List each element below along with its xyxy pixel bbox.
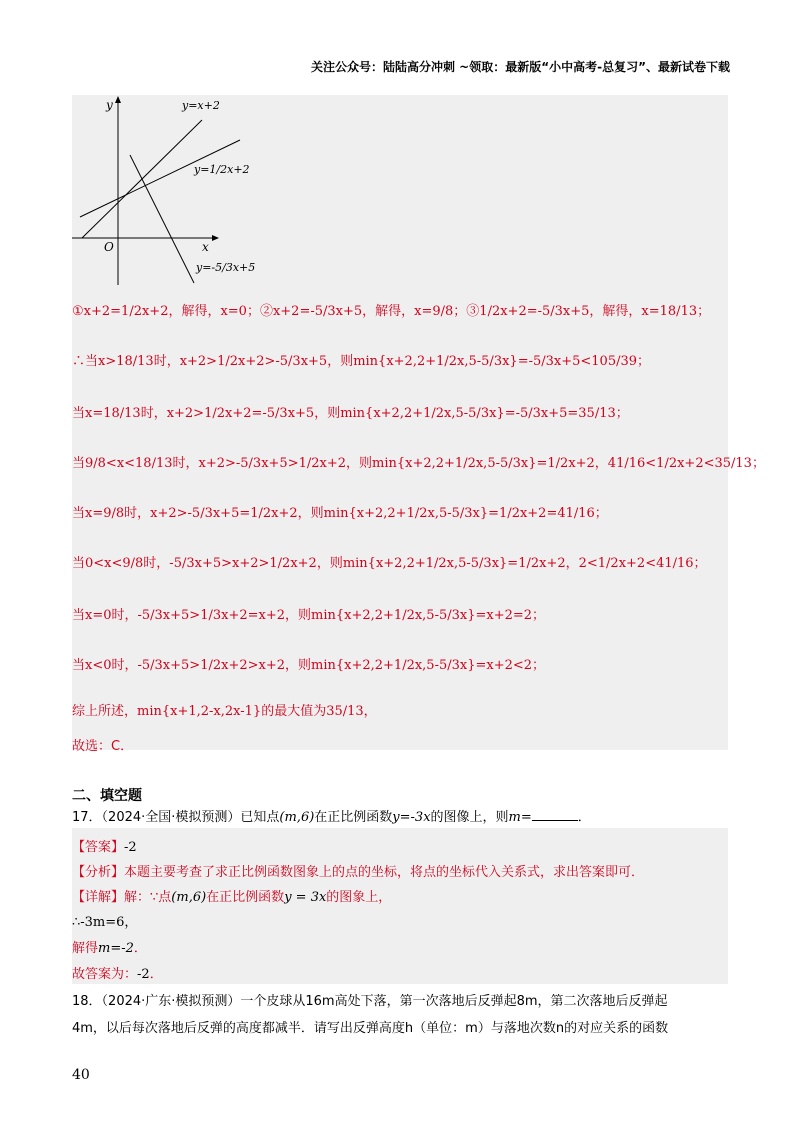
detail-c: 的图象上， [326,890,392,905]
detail-b: 在正比例函数 [206,890,285,905]
answer-value: -2 [124,840,137,855]
answer-blank [532,808,578,821]
final-c: ． [149,967,163,982]
page-header: 关注公众号：陆陆高分冲刺 ~领取：最新版“小中高考-总复习”、最新试卷下载 [311,60,730,74]
line3-label: y=-5/3x+5 [196,261,256,274]
x-axis-arrow [212,235,219,241]
solution-line-5: 当x=9/8时，x+2>-5/3x+5=1/2x+2，则min{x+2,2+1/2x,5-5/3x}=1/2x+2=41/16； [72,506,608,521]
line-neg-five-thirds [130,155,194,283]
x-label: x [202,240,209,254]
line-half-x-plus-2 [80,140,240,217]
question-18-line-1: 18．（2024·广东·模拟预测）一个皮球从16m高处下落，第一次落地后反弹起8m，第二次落地后反弹起 [72,994,668,1009]
analysis-text: 本题主要考查了求正比例函数图象上的点的坐标，将点的坐标代入关系式，求出答案即可． [124,865,645,880]
detail-line [72,886,391,905]
solution-line-8: 当x<0时，-5/3x+5>1/2x+2>x+2，则min{x+2,2+1/2x,5-5/3x}=x+2<2； [72,658,546,673]
detail-tag: 【详解】 [72,890,125,905]
solution-choice: 故选：C． [72,739,134,754]
q17-point: (m,6) [279,810,315,825]
line1-label: y=x+2 [182,99,220,112]
answer-tag: 【答案】 [72,840,125,855]
solution-line-6: 当0<x<9/8时，-5/3x+5>x+2>1/2x+2，则min{x+2,2+1/2x,5-5/3x}=1/2x+2，2<1/2x+2<41/16； [72,556,707,571]
answer-line [72,836,137,855]
origin-label: O [104,240,114,254]
analysis-line [72,861,644,880]
final-a: 故答案为： [72,967,138,982]
solution-line-3: 当x=18/13时，x+2>1/2x+2=-5/3x+5，则min{x+2,2+1/2x,5-5/3x}=-5/3x+5=35/13； [72,406,629,421]
step-2-c: ． [133,941,147,956]
section-title: 二、填空题 [72,788,142,804]
question-18-line-2: 4m，以后每次落地后反弹的高度都减半．请写出反弹高度h（单位：m）与落地次数n的对应关系的函数 [72,1021,669,1036]
final-b: -2 [137,967,150,982]
analysis-tag: 【分析】 [72,865,125,880]
step-1 [72,911,137,930]
solution-line-1: ①x+2=1/2x+2，解得，x=0；②x+2=-5/3x+5，解得，x=9/8；③1/2x+2=-5/3x+5，解得，x=18/13； [72,304,711,319]
solution-line-7: 当x=0时，-5/3x+5>1/3x+2=x+2，则min{x+2,2+1/2x,5-5/3x}=x+2=2； [72,608,546,623]
q17-stem-c: 的图像上，则 [430,810,509,825]
solution-summary: 综上所述，min{x+1,2-x,2x-1}的最大值为35/13， [72,704,377,719]
final-answer [72,963,163,982]
solution-line-2: ∴当x>18/13时，x+2>1/2x+2>-5/3x+5，则min{x+2,2+1/2x,5-5/3x}=-5/3x+5<105/39； [72,354,651,369]
detail-a: 解：∵点 [124,890,172,905]
step-2 [72,937,147,956]
q17-func: y=-3x [392,810,431,825]
detail-func: y = 3x [284,890,327,905]
function-graph [72,95,272,290]
solution-block [72,95,765,750]
y-axis-arrow [115,96,121,103]
q17-var: m= [508,810,532,825]
detail-point: (m,6) [171,890,207,905]
solution-line-4: 当9/8<x<18/13时，x+2>-5/3x+5>1/2x+2，则min{x+2,2+1/2x,5-5/3x}=1/2x+2，41/16<1/2x+2<35/13； [72,456,765,471]
page-number: 40 [72,1067,90,1083]
q17-stem-a: 17．（2024·全国·模拟预测）已知点 [72,810,280,825]
q17-stem-b: 在正比例函数 [314,810,393,825]
q17-stem-d: ． [577,810,591,825]
question-17 [72,806,591,825]
step-1-text: ∴-3m=6， [72,915,138,930]
step-2-a: 解得 [72,941,99,956]
step-2-b: m=-2 [98,941,134,956]
line2-label: y=1/2x+2 [194,163,250,176]
y-label: y [106,98,113,112]
answer-block [72,828,728,984]
